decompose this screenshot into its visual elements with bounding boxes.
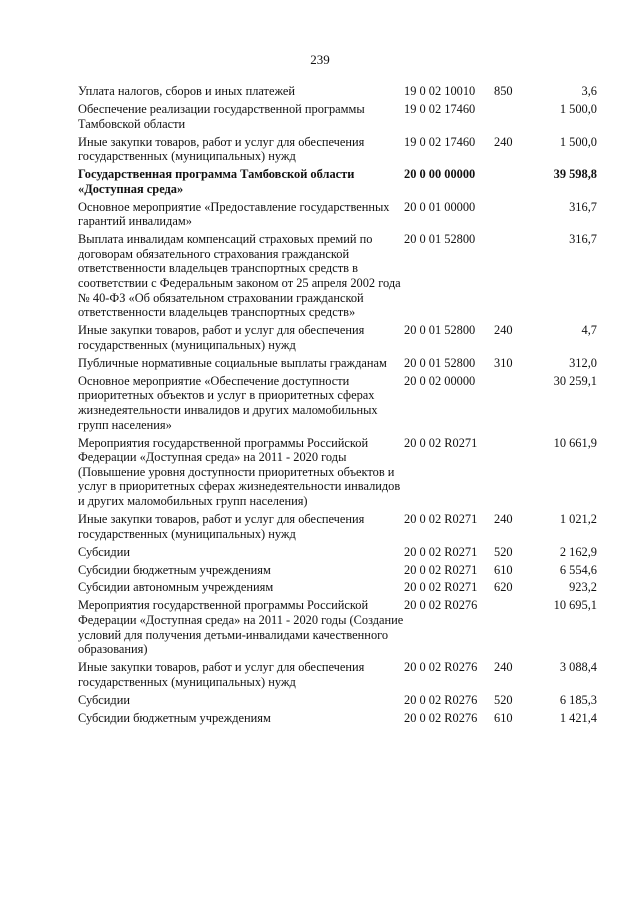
table-row	[78, 167, 597, 200]
table-row	[78, 374, 597, 436]
row-name: Основное мероприятие «Обеспечение доступности приоритетных объектов и услуг в приоритетных сферах жизнедеятельности инвалидов и других маломобильных групп населения»	[78, 373, 378, 432]
row-name: Иные закупки товаров, работ и услуг для обеспечения государственных (муниципальных) нужд	[78, 323, 365, 352]
row-name: Субсидии бюджетным учреждениям	[78, 710, 271, 725]
row-amount: 1 500,0	[559, 101, 597, 116]
row-amount: 316,7	[569, 232, 597, 247]
row-amount: 923,2	[569, 580, 597, 595]
row-code: 20 0 02 R0271	[404, 562, 478, 577]
table-row	[78, 84, 597, 102]
table-row	[78, 598, 597, 660]
row-code: 20 0 02 R0276	[404, 692, 478, 707]
table-row	[78, 711, 597, 729]
table-row	[78, 102, 597, 135]
row-code: 20 0 02 R0276	[404, 710, 478, 725]
row-code: 19 0 02 10010	[404, 84, 476, 98]
row-code: 20 0 00 00000	[404, 167, 476, 182]
table-row	[78, 693, 597, 711]
row-amount: 10 661,9	[553, 435, 597, 450]
row-amount: 3 088,4	[559, 660, 597, 675]
row-name: Уплата налогов, сборов и иных платежей	[78, 84, 296, 98]
row-expense-type: 240	[494, 323, 513, 338]
row-amount: 30 259,1	[553, 373, 597, 388]
row-name: Субсидии бюджетным учреждениям	[78, 562, 271, 577]
row-amount: 6 185,3	[559, 692, 597, 707]
row-name: Иные закупки товаров, работ и услуг для обеспечения государственных (муниципальных) нужд	[78, 511, 365, 541]
row-name: Субсидии	[78, 544, 130, 559]
row-name: Мероприятия государственной программы Российской Федерации «Доступная среда» на 2011 - 2020 годы (Повышение уровня доступности приоритетных объектов и услуг в приоритетных сферах жизнедеятельности инвалидов и других маломобильных групп населения)	[78, 435, 401, 508]
table-row	[78, 545, 597, 563]
budget-table	[78, 84, 597, 729]
row-name: Иные закупки товаров, работ и услуг для обеспечения государственных (муниципальных) нужд	[78, 660, 365, 689]
row-code: 20 0 02 R0276	[404, 660, 478, 675]
row-amount: 3,6	[581, 84, 597, 98]
table-row	[78, 580, 597, 598]
row-code: 20 0 01 00000	[404, 199, 476, 214]
row-code: 20 0 01 52800	[404, 355, 476, 370]
table-row	[78, 512, 597, 545]
row-expense-type: 620	[494, 580, 513, 595]
row-amount: 39 598,8	[553, 167, 597, 182]
row-expense-type: 240	[494, 660, 513, 675]
row-amount: 1 421,4	[559, 710, 597, 725]
row-expense-type	[494, 232, 534, 323]
row-amount: 312,0	[569, 355, 597, 370]
row-code: 20 0 02 R0271	[404, 580, 478, 595]
row-name: Основное мероприятие «Предоставление государственных гарантий инвалидам»	[78, 199, 390, 229]
row-code: 20 0 01 52800	[404, 232, 476, 247]
row-code: 20 0 02 R0276	[404, 598, 478, 613]
row-name: Иные закупки товаров, работ и услуг для обеспечения государственных (муниципальных) нужд	[78, 134, 365, 164]
row-code: 20 0 02 00000	[404, 373, 476, 388]
row-expense-type: 850	[494, 84, 513, 98]
row-name: Выплата инвалидам компенсаций страховых премий по договорам обязательного страхования гражданской ответственности владельцев транспортных средств в соответствии с Федеральным законом от 25 апреля 2002 года № 40-ФЗ «Об обязательном страховании гражданской ответственности владельцев транспортных средств»	[78, 232, 401, 320]
row-amount: 2 162,9	[559, 544, 597, 559]
row-expense-type: 240	[494, 511, 513, 526]
row-amount: 4,7	[581, 323, 597, 338]
row-amount: 6 554,6	[559, 562, 597, 577]
table-row	[78, 135, 597, 168]
row-amount: 1 021,2	[559, 511, 597, 526]
table-row	[78, 200, 597, 233]
row-name: Субсидии	[78, 692, 130, 707]
row-expense-type: 520	[494, 544, 513, 559]
table-row	[78, 356, 597, 374]
table-row	[78, 323, 597, 356]
row-amount: 1 500,0	[559, 134, 597, 149]
row-expense-type: 520	[494, 692, 513, 707]
table-row	[78, 436, 597, 512]
table-row	[78, 660, 597, 693]
row-expense-type: 610	[494, 710, 513, 725]
row-expense-type: 240	[494, 134, 513, 149]
budget-table-body	[78, 84, 597, 729]
row-amount: 10 695,1	[553, 598, 597, 613]
table-row	[78, 563, 597, 581]
row-expense-type	[494, 200, 534, 233]
row-amount: 316,7	[569, 199, 597, 214]
row-expense-type	[494, 374, 534, 436]
row-name: Государственная программа Тамбовской области «Доступная среда»	[78, 167, 355, 196]
row-code: 19 0 02 17460	[404, 134, 476, 149]
row-name: Субсидии автономным учреждениям	[78, 580, 274, 595]
row-code: 20 0 02 R0271	[404, 511, 478, 526]
row-code: 20 0 02 R0271	[404, 435, 478, 450]
row-name: Публичные нормативные социальные выплаты гражданам	[78, 355, 387, 370]
row-code: 20 0 02 R0271	[404, 544, 478, 559]
page-number: 239	[310, 52, 330, 67]
row-expense-type	[494, 436, 534, 512]
row-name: Мероприятия государственной программы Российской Федерации «Доступная среда» на 2011 - 2020 годы (Создание условий для получения детьми-инвалидами качественного образования)	[78, 598, 404, 657]
row-expense-type: 310	[494, 355, 513, 370]
row-name: Обеспечение реализации государственной программы Тамбовской области	[78, 101, 365, 131]
row-expense-type	[494, 167, 534, 200]
row-code: 20 0 01 52800	[404, 323, 476, 338]
row-expense-type	[494, 102, 534, 135]
row-expense-type	[494, 598, 534, 660]
row-code: 19 0 02 17460	[404, 101, 476, 116]
row-expense-type: 610	[494, 562, 513, 577]
table-row	[78, 232, 597, 323]
